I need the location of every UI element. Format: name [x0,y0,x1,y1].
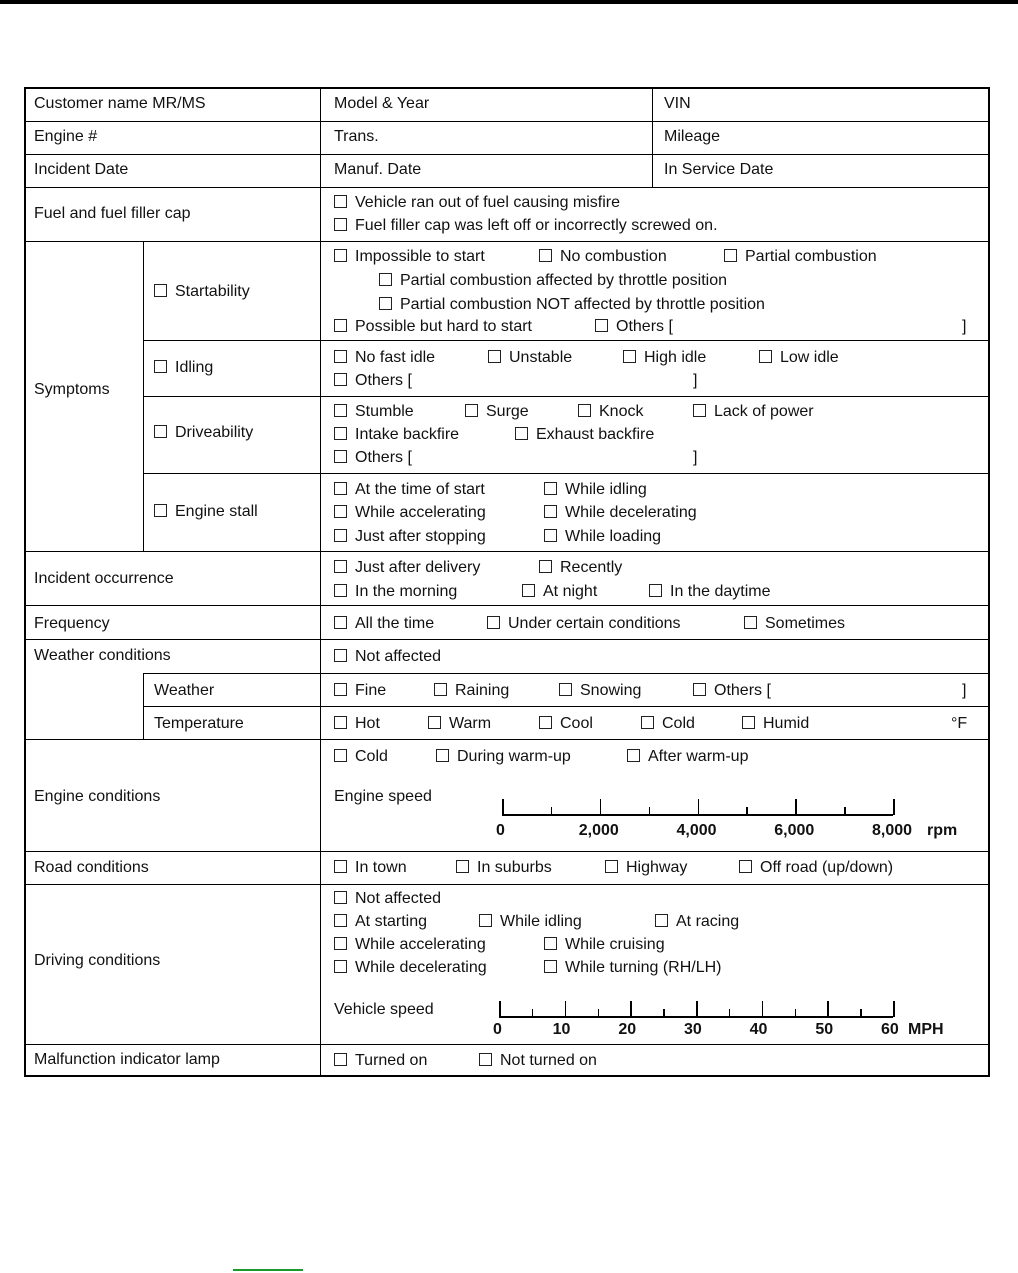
scale-tick-label: 2,000 [578,822,619,839]
checkbox[interactable] [515,427,528,440]
checkbox[interactable] [334,195,347,208]
row-divider [26,241,990,242]
checkbox[interactable] [154,504,167,517]
startability-option[interactable]: No combustion [539,247,667,267]
checkbox[interactable] [434,683,447,696]
mil-option[interactable]: Turned on [334,1051,427,1071]
scale-major-tick [698,799,700,815]
fuel-option[interactable]: Vehicle ran out of fuel causing misfire [334,193,620,213]
checkbox[interactable] [641,716,654,729]
startability-option[interactable]: Partial combustion NOT affected by throttle position [379,295,765,315]
row-divider [26,154,990,155]
scale-minor-tick [844,807,846,815]
row-divider [143,396,990,397]
checkbox[interactable] [693,404,706,417]
checkbox[interactable] [334,937,347,950]
fuel-label: Fuel and fuel filler cap [34,205,191,222]
driving-option[interactable]: At racing [655,912,739,932]
checkbox[interactable] [465,404,478,417]
checkbox[interactable] [334,249,347,262]
scale-major-tick [696,1001,698,1017]
driving-option[interactable]: At starting [334,912,427,932]
checkbox[interactable] [544,960,557,973]
road-option[interactable]: In suburbs [456,858,552,878]
checkbox[interactable] [334,716,347,729]
row-divider [143,706,990,707]
checkbox[interactable] [544,482,557,495]
scale-major-tick [893,1001,895,1017]
checkbox[interactable] [744,616,757,629]
checkbox[interactable] [693,683,706,696]
incident-option[interactable]: In the morning [334,582,457,602]
checkbox[interactable] [334,584,347,597]
checkbox[interactable] [428,716,441,729]
link-underline [233,1269,303,1271]
idling-category[interactable]: Idling [154,358,213,378]
scale-major-tick [893,799,895,815]
engine-stall-option[interactable]: While loading [544,527,661,547]
frequency-label: Frequency [34,615,110,632]
startability-option[interactable]: Possible but hard to start [334,317,532,337]
checkbox[interactable] [334,616,347,629]
col-divider [320,89,321,1075]
mph-unit: MPH [908,1021,944,1038]
row-divider [26,851,990,852]
trans-label: Trans. [334,128,379,145]
frequency-option[interactable]: All the time [334,614,434,634]
checkbox[interactable] [539,716,552,729]
driveability-option[interactable]: Knock [578,402,643,422]
scale-major-tick [762,1001,764,1017]
checkbox[interactable] [479,1053,492,1066]
temperature-option[interactable]: Hot [334,714,380,734]
checkbox[interactable] [334,450,347,463]
checkbox[interactable] [334,505,347,518]
checkbox[interactable] [334,683,347,696]
engine-no-label: Engine # [34,128,98,145]
startability-option[interactable]: Impossible to start [334,247,485,267]
others-close-bracket: ] [693,449,698,466]
weather-option[interactable]: Others [ [693,681,771,701]
temperature-label: Temperature [154,715,244,732]
customer-name-label: Customer name MR/MS [34,95,206,112]
scale-tick-label: 40 [749,1021,768,1038]
engine-stall-option[interactable]: Just after stopping [334,527,486,547]
checkbox[interactable] [623,350,636,363]
engine-stall-option[interactable]: While decelerating [544,503,697,523]
scale-major-tick [499,1001,501,1017]
row-divider [143,673,990,674]
mil-label: Malfunction indicator lamp [34,1051,220,1068]
scale-minor-tick [795,1009,797,1017]
driveability-option[interactable]: Intake backfire [334,425,459,445]
col-divider [143,241,144,551]
checkbox[interactable] [334,1053,347,1066]
checkbox[interactable] [334,373,347,386]
scale-tick-label: 4,000 [676,822,717,839]
scale-minor-tick [663,1009,665,1017]
scale-major-tick [630,1001,632,1017]
rpm-unit: rpm [927,822,958,839]
engine-stall-option[interactable]: While accelerating [334,503,486,523]
incident-option[interactable]: Just after delivery [334,558,480,578]
engine-stall-option[interactable]: While idling [544,480,647,500]
checkbox[interactable] [334,482,347,495]
row-divider [143,340,990,341]
fuel-option[interactable]: Fuel filler cap was left off or incorrectly screwed on. [334,216,718,236]
scale-minor-tick [598,1009,600,1017]
checkbox[interactable] [488,350,501,363]
checkbox[interactable] [334,404,347,417]
checkbox[interactable] [544,529,557,542]
startability-option[interactable]: Partial combustion affected by throttle position [379,271,727,291]
checkbox[interactable] [334,914,347,927]
scale-tick-label: 60 [881,1021,899,1038]
weather-label: Weather [154,682,215,699]
driveability-option[interactable]: Lack of power [693,402,814,422]
checkbox[interactable] [154,284,167,297]
manuf-date-label: Manuf. Date [334,161,422,178]
driving-option[interactable]: While turning (RH/LH) [544,958,721,978]
incident-occurrence-label: Incident occurrence [34,570,174,587]
row-divider [26,884,990,885]
checkbox[interactable] [649,584,662,597]
idling-option[interactable]: Unstable [488,348,572,368]
road-option[interactable]: Off road (up/down) [739,858,893,878]
scale-tick-label: 0 [493,1021,502,1038]
row-divider [26,1044,990,1045]
mil-option[interactable]: Not turned on [479,1051,597,1071]
scale-minor-tick [729,1009,731,1017]
scale-tick-label: 20 [618,1021,637,1038]
engine-condition-option[interactable]: During warm-up [436,747,571,767]
others-close-bracket: ] [962,318,967,335]
scale-tick-label: 6,000 [774,822,815,839]
checkbox[interactable] [334,427,347,440]
checkbox[interactable] [379,297,392,310]
checkbox[interactable] [456,860,469,873]
symptoms-label: Symptoms [34,381,110,398]
scale-tick-label: 8,000 [872,822,913,839]
scale-tick-label: 30 [684,1021,702,1038]
engine-condition-option[interactable]: After warm-up [627,747,748,767]
scale-minor-tick [860,1009,862,1017]
idling-option[interactable]: Low idle [759,348,839,368]
idling-option[interactable]: Others [ [334,371,412,391]
checkbox[interactable] [334,891,347,904]
row-divider [26,187,990,188]
weather-option[interactable]: Not affected [334,647,441,667]
checkbox[interactable] [595,319,608,332]
checkbox[interactable] [739,860,752,873]
row-divider [26,639,990,640]
weather-option[interactable]: Snowing [559,681,641,701]
scale-tick-label: 50 [815,1021,834,1038]
col-divider [652,89,653,187]
temperature-option[interactable]: Cold [641,714,695,734]
driving-option[interactable]: While cruising [544,935,665,955]
driveability-category[interactable]: Driveability [154,423,253,443]
road-option[interactable]: Highway [605,858,687,878]
row-divider [143,473,990,474]
in-service-date-label: In Service Date [664,161,774,178]
checkbox[interactable] [334,560,347,573]
scale-major-tick [827,1001,829,1017]
scale-minor-tick [746,807,748,815]
checkbox[interactable] [154,360,167,373]
weather-option[interactable]: Fine [334,681,386,701]
temperature-option[interactable]: Cool [539,714,593,734]
temperature-unit: °F [951,715,968,732]
frequency-option[interactable]: Sometimes [744,614,845,634]
frequency-option[interactable]: Under certain conditions [487,614,681,634]
checkbox[interactable] [379,273,392,286]
checkbox[interactable] [539,249,552,262]
driving-option[interactable]: While idling [479,912,582,932]
scale-minor-tick [532,1009,534,1017]
driveability-option[interactable]: Surge [465,402,529,422]
checkbox[interactable] [759,350,772,363]
incident-option[interactable]: In the daytime [649,582,771,602]
checkbox[interactable] [334,749,347,762]
col-divider [143,673,144,739]
engine-conditions-label: Engine conditions [34,788,161,805]
scale-tick-label: 10 [552,1021,571,1038]
engine-stall-category[interactable]: Engine stall [154,502,258,522]
model-year-label: Model & Year [334,95,430,112]
checkbox[interactable] [539,560,552,573]
checkbox[interactable] [487,616,500,629]
checkbox[interactable] [655,914,668,927]
road-option[interactable]: In town [334,858,407,878]
scale-major-tick [502,799,504,815]
startability-option[interactable]: Others [ [595,317,673,337]
row-divider [26,739,990,740]
idling-option[interactable]: No fast idle [334,348,435,368]
checkbox[interactable] [334,649,347,662]
scale-minor-tick [649,807,651,815]
others-close-bracket: ] [962,682,967,699]
checkbox[interactable] [334,218,347,231]
checkbox[interactable] [627,749,640,762]
driveability-option[interactable]: Exhaust backfire [515,425,654,445]
checkbox[interactable] [334,860,347,873]
checkbox[interactable] [154,425,167,438]
checkbox[interactable] [724,249,737,262]
checkbox[interactable] [522,584,535,597]
driveability-option[interactable]: Stumble [334,402,414,422]
row-divider [26,121,990,122]
engine-speed-label: Engine speed [334,788,432,805]
weather-conditions-label: Weather conditions [34,647,171,664]
driving-option[interactable]: Not affected [334,889,441,909]
checkbox[interactable] [334,319,347,332]
checkbox[interactable] [334,350,347,363]
driving-option[interactable]: While accelerating [334,935,486,955]
engine-stall-option[interactable]: At the time of start [334,480,485,500]
checkbox[interactable] [436,749,449,762]
checkbox[interactable] [578,404,591,417]
scale-major-tick [600,799,602,815]
checkbox[interactable] [742,716,755,729]
checkbox[interactable] [334,529,347,542]
startability-option[interactable]: Partial combustion [724,247,877,267]
others-close-bracket: ] [693,372,698,389]
incident-option[interactable]: At night [522,582,597,602]
scale-major-tick [565,1001,567,1017]
incident-date-label: Incident Date [34,161,129,178]
startability-category[interactable]: Startability [154,282,250,302]
checkbox[interactable] [479,914,492,927]
row-divider [26,551,990,552]
scale-major-tick [795,799,797,815]
driveability-option[interactable]: Others [ [334,448,412,468]
checkbox[interactable] [334,960,347,973]
driving-option[interactable]: While decelerating [334,958,487,978]
engine-condition-option[interactable]: Cold [334,747,388,767]
incident-option[interactable]: Recently [539,558,622,578]
checkbox[interactable] [605,860,618,873]
vin-label: VIN [664,95,691,112]
weather-option[interactable]: Raining [434,681,509,701]
idling-option[interactable]: High idle [623,348,706,368]
checkbox[interactable] [559,683,572,696]
mileage-label: Mileage [664,128,721,145]
temperature-option[interactable]: Warm [428,714,491,734]
checkbox[interactable] [544,937,557,950]
row-divider [26,605,990,606]
vehicle-speed-label: Vehicle speed [334,1001,434,1018]
road-conditions-label: Road conditions [34,859,149,876]
scale-minor-tick [551,807,553,815]
driving-conditions-label: Driving conditions [34,952,161,969]
top-rule [0,0,1018,4]
temperature-option[interactable]: Humid [742,714,809,734]
scale-tick-label: 0 [496,822,505,839]
checkbox[interactable] [544,505,557,518]
